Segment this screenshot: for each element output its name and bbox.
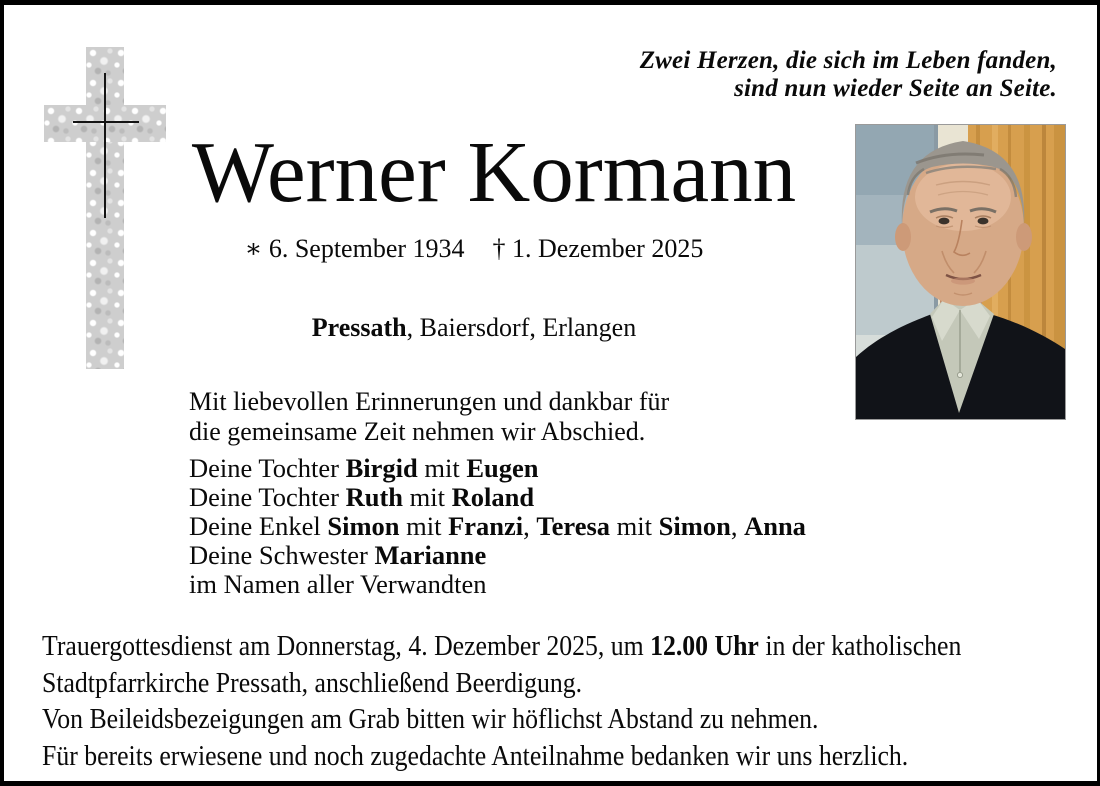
service-information: [42, 629, 1082, 775]
farewell-paragraph: [189, 387, 669, 447]
death-date: † 1. Dezember 2025: [492, 234, 704, 263]
epigraph: [640, 47, 1057, 103]
farewell-line1: Mit liebevollen Erinnerungen und dankbar für: [189, 387, 670, 416]
ornamental-cross-icon: [44, 45, 166, 375]
mourner-line: Deine Enkel Simon mit Franzi, Teresa mit Simon, Anna: [189, 511, 806, 541]
thin-cross-horizontal-line: [73, 121, 139, 123]
deceased-name: Werner Kormann: [191, 123, 797, 220]
shirt-button: [957, 372, 962, 377]
service-line2: Stadtpfarrkirche Pressath, anschließend Beerdigung.: [42, 667, 583, 699]
epigraph-line2: sind nun wieder Seite an Seite.: [734, 75, 1057, 102]
mourners-list: [189, 454, 806, 599]
thanks-note: Für bereits erwiesene und noch zugedachte Anteilnahme bedanken wir uns herzlich.: [42, 740, 909, 772]
mourner-line: Deine Schwester Marianne: [189, 540, 487, 570]
mourner-line: Deine Tochter Ruth mit Roland: [189, 482, 535, 512]
portrait-illustration: [856, 125, 1065, 419]
mourner-line: im Namen aller Verwandten: [189, 569, 487, 599]
thin-cross-vertical-line: [104, 73, 106, 218]
birth-date: ∗ 6. September 1934: [244, 234, 465, 263]
epigraph-line1: Zwei Herzen, die sich im Leben fanden,: [639, 47, 1057, 74]
life-dates: [154, 234, 794, 264]
condolence-note: Von Beileidsbezeigungen am Grab bitten wir höflichst Abstand zu nehmen.: [42, 704, 819, 735]
portrait-photo: [855, 124, 1066, 420]
places-rest: , Baiersdorf, Erlangen: [406, 313, 637, 342]
place-primary: Pressath: [311, 313, 407, 342]
farewell-line2: die gemeinsame Zeit nehmen wir Abschied.: [189, 417, 646, 446]
places-line: [154, 313, 794, 343]
service-line1: Trauergottesdienst am Donnerstag, 4. Dezember 2025, um 12.00 Uhr in der katholischen: [42, 631, 962, 662]
mourner-line: Deine Tochter Birgid mit Eugen: [189, 453, 539, 483]
